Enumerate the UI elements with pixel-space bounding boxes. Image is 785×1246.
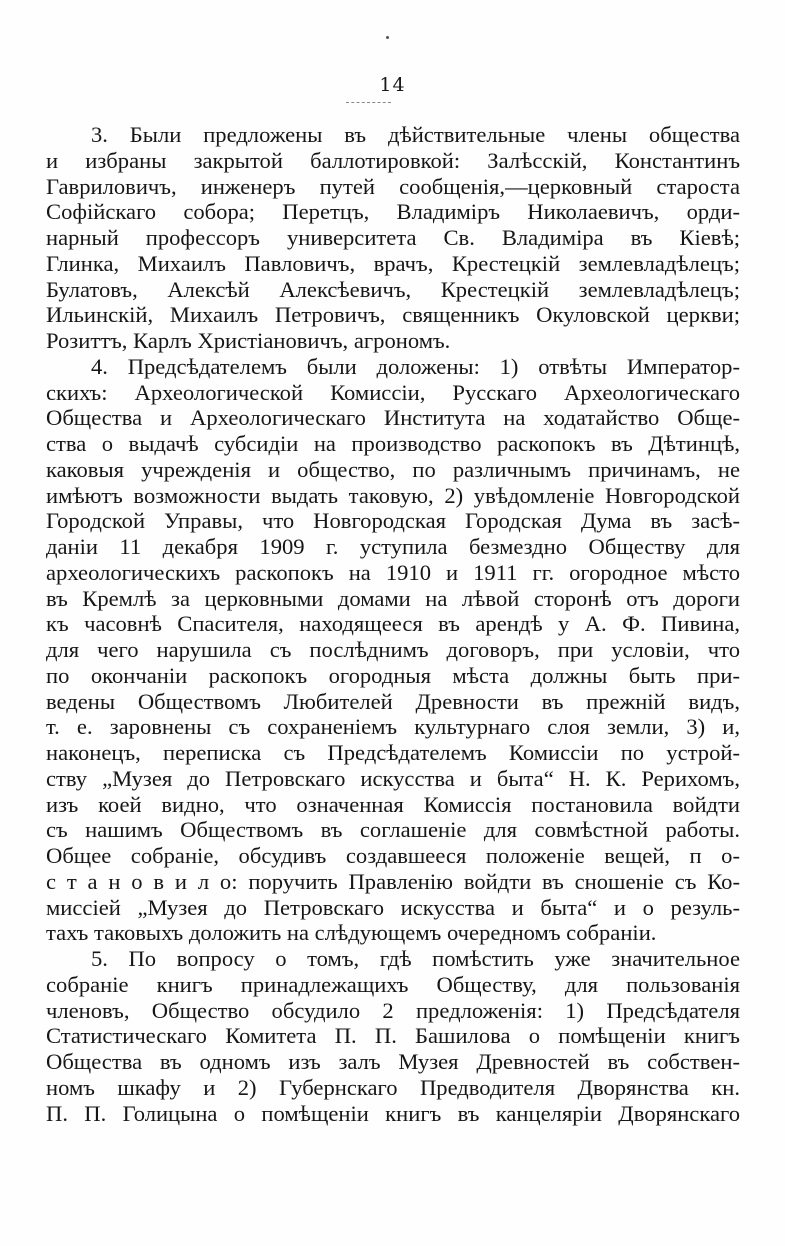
text-line: с т а н о в и л о: поручить Правленію войдти въ сношеніе съ Ко-	[46, 868, 740, 894]
text-line: ведены Обществомъ Любителей Древности въ прежній видъ,	[46, 688, 740, 714]
text-line: имѣютъ возможности выдать таковую, 2) увѣдомленіе Новгородской	[46, 482, 740, 508]
text-line: 5. По вопросу о томъ, гдѣ помѣстить уже значительное	[91, 946, 740, 971]
page-number: 14	[379, 74, 406, 96]
text-line: Гавриловичъ, инженеръ путей сообщенія,—церковный староста	[46, 173, 740, 199]
text-line: 3. Были предложены въ дѣйствительные члены общества	[91, 122, 740, 147]
text-line: нарный профессоръ университета Св. Владиміра въ Кіевѣ;	[46, 225, 740, 250]
text-line: П. П. Голицына о помѣщеніи книгъ въ канцеляріи Дворянскаго	[46, 1100, 740, 1126]
text-line: тахъ таковыхъ доложить на слѣдующемъ очередномъ собраніи.	[46, 920, 657, 946]
text-line: членовъ, Общество обсудило 2 предложенія: 1) Предсѣдателя	[46, 997, 740, 1023]
text-line: Булатовъ, Алексѣй Алексѣевичъ, Крестецкій землевладѣлецъ;	[46, 276, 740, 302]
text-line: т. е. заровнены съ сохраненіемъ культурнаго слоя земли, 3) и,	[46, 714, 740, 740]
text-line: ству „Музея до Петровскаго искусства и быта“ Н. К. Рерихомъ,	[46, 765, 740, 791]
text-line: Софійскаго собора; Перетцъ, Владиміръ Николаевичъ, орди-	[46, 199, 740, 225]
text-line: къ часовнѣ Спасителя, находящееся въ арендѣ у А. Ф. Пивина,	[46, 611, 740, 637]
text-line: Общества въ одномъ изъ залъ Музея Древностей въ собствен-	[46, 1049, 740, 1074]
text-line: наконецъ, переписка съ Предсѣдателемъ Комиссіи по устрой-	[46, 740, 740, 765]
text-line: археологическихъ раскопокъ на 1910 и 1911 гг. огородное мѣсто	[46, 559, 740, 585]
text-line: скихъ: Археологической Комиссіи, Русскаго Археологическаго	[46, 379, 740, 405]
text-line: Розиттъ, Карлъ Христіановичъ, агрономъ.	[46, 328, 451, 353]
page-number-rule	[346, 102, 391, 103]
text-line: съ нашимъ Обществомъ въ соглашеніе для совмѣстной работы.	[46, 817, 740, 843]
text-line: для чего нарушила съ послѣднимъ договоръ, при условіи, что	[46, 637, 740, 662]
text-line: даніи 11 декабря 1909 г. уступила безмездно Обществу для	[46, 534, 740, 559]
text-line: номъ шкафу и 2) Губернскаго Предводителя Дворянства кн.	[46, 1074, 740, 1100]
text-line: Общества и Археологическаго Института на ходатайство Обще-	[46, 405, 740, 431]
text-line: собраніе книгъ принадлежащихъ Обществу, для пользованія	[46, 971, 740, 997]
text-line: по окончаніи раскопокъ огородныя мѣста должны быть при-	[46, 662, 740, 688]
body-text	[46, 122, 740, 1126]
scan-speck	[386, 36, 389, 39]
text-line: каковыя учрежденія и общество, по различнымъ причинамъ, не	[46, 456, 740, 482]
text-line: миссіей „Музея до Петровскаго искусства и быта“ и о резуль-	[46, 894, 740, 920]
text-line: изъ коей видно, что означенная Комиссія постановила войдти	[46, 791, 740, 817]
text-line: Общее собраніе, обсудивъ создавшееся положеніе вещей, п о-	[46, 843, 740, 868]
text-line: Глинка, Михаилъ Павловичъ, врачъ, Крестецкій землевладѣлецъ;	[46, 250, 740, 276]
text-line: ства о выдачѣ субсидіи на производство раскопокъ въ Дѣтинцѣ,	[46, 431, 740, 456]
text-line: и избраны закрытой баллотировкой: Залѣсскій, Константинъ	[46, 147, 740, 173]
text-line: Ильинскій, Михаилъ Петровичъ, священникъ Окуловской церкви;	[46, 302, 740, 328]
text-line: Статистическаго Комитета П. П. Башилова о помѣщеніи книгъ	[46, 1023, 740, 1049]
text-line: Городской Управы, что Новгородская Городская Дума въ засѣ-	[46, 508, 740, 534]
text-line: 4. Предсѣдателемъ были доложены: 1) отвѣты Император-	[91, 353, 740, 379]
text-line: въ Кремлѣ за церковными домами на лѣвой сторонѣ отъ дороги	[46, 585, 740, 611]
